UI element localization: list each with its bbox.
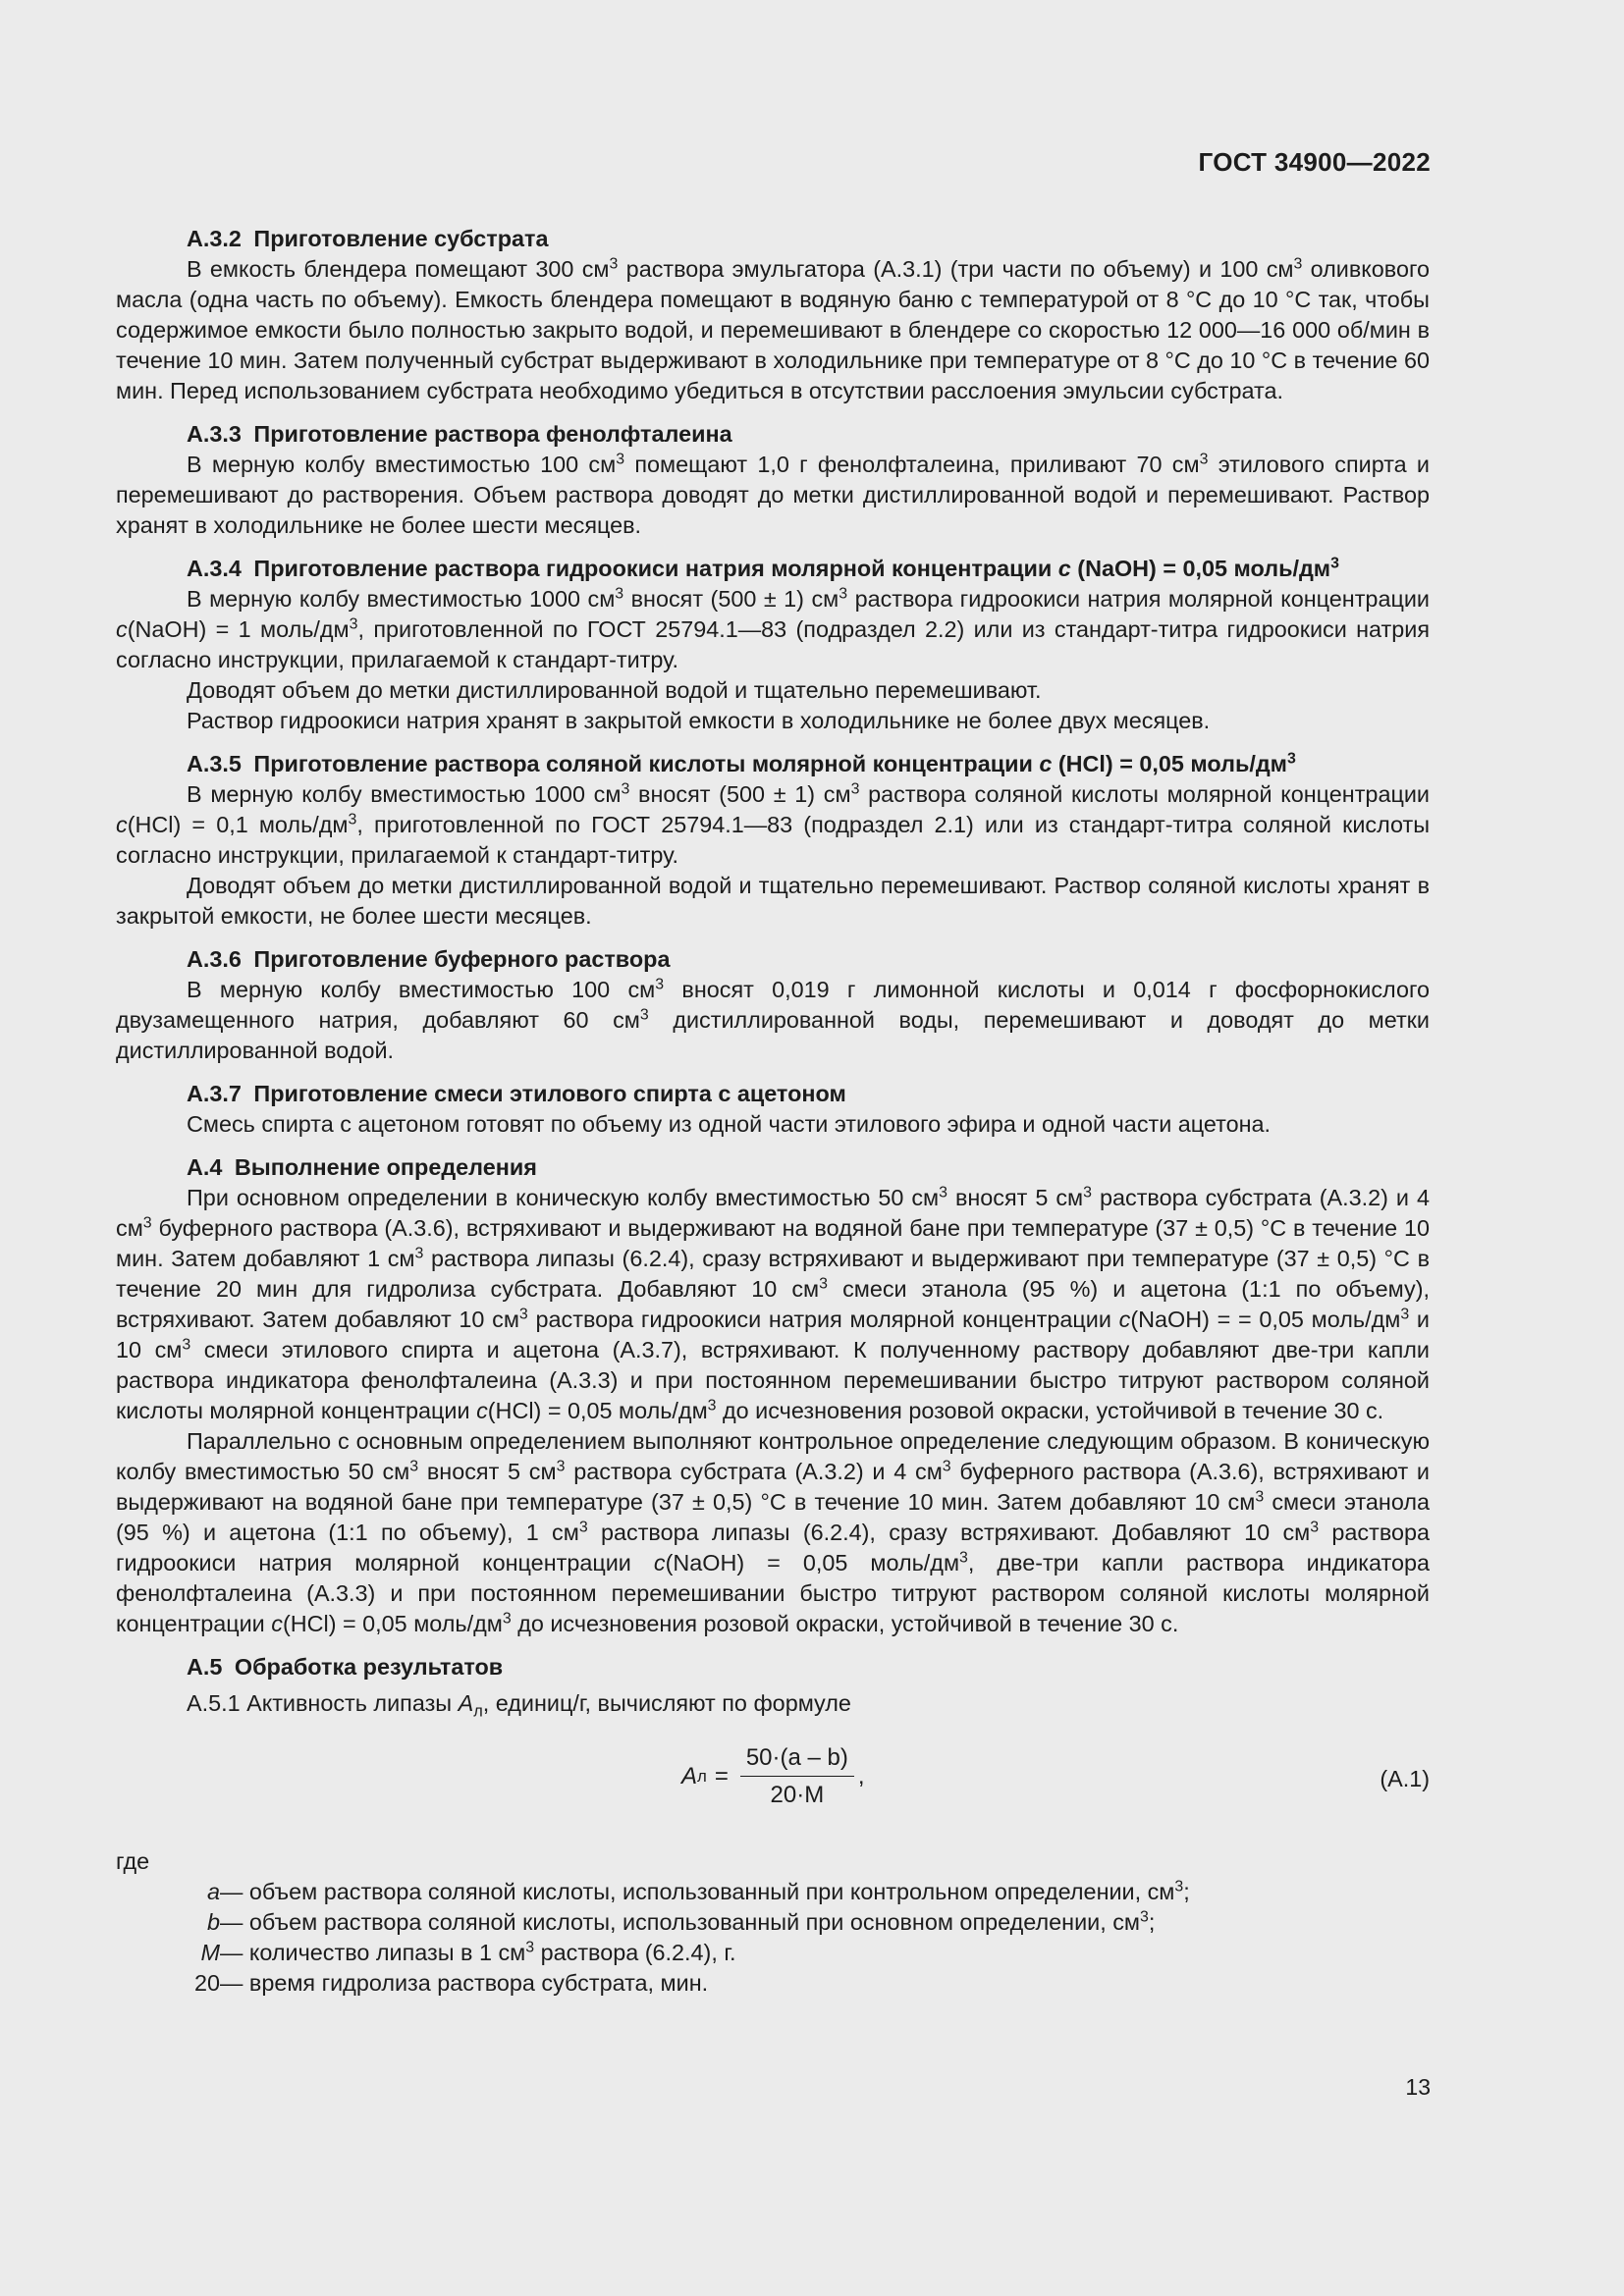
section-a-3-7 — [116, 1079, 1430, 1140]
section-number: А.3.4 — [187, 556, 242, 581]
paragraph: В емкость блендера помещают 300 $см^3$ раствора эмульгатора (А.3.1) (три части по объему) и 100 $см^3$ оливкового масла (одна часть по объему). Емкость блендера помещают в водяную баню с температурой от 8 °С до 10 °С так, чтобы содержимое емкости было полностью закрыто водой, и перемешивают в блендере со скоростью 12 000—16 000 об/мин в течение 10 мин. Затем полученный субстрат выдерживают в холодильнике при температуре от 8 °С до 10 °С в течение 60 мин. Перед использованием субстрата необходимо убедиться в отсутствии расслоения эмульсии субстрата. — [116, 255, 1430, 403]
formula: А л = $\frac{50\cdot(a - b)}{20\cdot M}$ , — [681, 1743, 865, 1808]
section-number: А.5 — [187, 1654, 223, 1680]
section-heading — [116, 224, 1430, 254]
section-a-3-6 — [116, 944, 1430, 1066]
section-number: А.3.3 — [187, 421, 242, 447]
section-title: Приготовление буферного раствора — [253, 946, 671, 972]
paragraph: В мерную колбу вместимостью 1000 $см^3$ вносят (500 ± 1) $см^3$ раствора гидроокиси натрия молярной концентрации с(NaOH) = 1 моль/$дм^3$, приготовленной по ГОСТ 25794.1—83 (подраздел 2.2) или из стандарт-титра гидроокиси натрия согласно инструкции, прилагаемой к стандарт-титру. — [116, 585, 1431, 672]
section-number: А.3.7 — [187, 1081, 242, 1106]
formula-denominator: 20·M — [770, 1781, 825, 1808]
section-number: А.3.2 — [187, 226, 242, 251]
section-heading — [116, 1152, 1430, 1183]
formula-number: (А.1) — [1380, 1765, 1430, 1791]
section-heading — [116, 419, 1430, 450]
section-number: А.3.6 — [187, 946, 242, 972]
section-title: Приготовление раствора гидроокиси натрия молярной концентрации с (NaOH) = 0,05 моль/$дм^3$ — [253, 555, 1339, 581]
section-title: Приготовление субстрата — [253, 226, 549, 251]
section-a-5 — [116, 1652, 1430, 1728]
section-heading — [116, 554, 1430, 584]
definition-item: a — объем раствора соляной кислоты, использованный при контрольном определении, $см^3$; — [206, 1877, 1190, 1904]
paragraph: Раствор гидроокиси натрия хранят в закрытой емкости в холодильнике не более двух месяцев. — [187, 708, 1211, 733]
paragraph: Смесь спирта с ацетоном готовят по объему из одной части этилового эфира и одной части ацетона. — [187, 1111, 1272, 1137]
document-body — [116, 224, 1430, 1999]
paragraph: В мерную колбу вместимостью 1000 $см^3$ вносят (500 ± 1) $см^3$ раствора соляной кислоты молярной концентрации с(HCl) = 0,1 моль/$дм^3$, приготовленной по ГОСТ 25794.1—83 (подраздел 2.1) или из стандарт-титра соляной кислоты согласно инструкции, прилагаемой к стандарт-титру. — [116, 780, 1431, 868]
section-a-3-5 — [116, 749, 1430, 932]
definition-item: b — объем раствора соляной кислоты, использованный при основном определении, $см^3$; — [206, 1907, 1156, 1935]
section-a-3-4 — [116, 554, 1430, 736]
paragraph: Параллельно с основным определением выполняют контрольное определение следующим образом. В коническую колбу вместимостью 50 $см^3$ вносят 5 $см^3$ раствора субстрата (А.3.2) и 4 $см^3$ буферного раствора (А.3.6), встряхивают и выдерживают на водяной бане при температуре (37 ± 0,5) °С в течение 10 мин. Затем добавляют 10 $см^3$ смеси этанола (95 %) и ацетона (1:1 по объему), 1 $см^3$ раствора липазы (6.2.4), сразу встряхивают. Добавляют 10 $см^3$ раствора гидроокиси натрия молярной концентрации с(NaOH) = 0,05 моль/$дм^3$, две-три капли раствора индикатора фенолфталеина (А.3.3) и при постоянном перемешивании быстро титруют раствором соляной кислоты молярной концентрации с(HCl) = 0,05 моль/$дм^3$ до исчезновения розовой окраски, устойчивой в течение 30 с. — [116, 1428, 1431, 1636]
section-title: Обработка результатов — [234, 1654, 504, 1680]
section-number: А.4 — [187, 1154, 223, 1180]
paragraph: При основном определении в коническую колбу вместимостью 50 $см^3$ вносят 5 $см^3$ раствора субстрата (А.3.2) и 4 $см^3$ буферного раствора (А.3.6), встряхивают и выдерживают на водяной бане при температуре (37 ± 0,5) °С в течение 10 мин. Затем добавляют 1 $см^3$ раствора липазы (6.2.4), сразу встряхивают и выдерживают при температуре (37 ± 0,5) °С в течение 20 мин для гидролиза субстрата. Добавляют 10 $см^3$ смеси этанола (95 %) и ацетона (1:1 по объему), встряхивают. Затем добавляют 10 $см^3$ раствора гидроокиси натрия молярной концентрации с(NaOH) = = 0,05 моль/$дм^3$ и 10 $см^3$ смеси этилового спирта и ацетона (А.3.7), встряхивают. К полученному раствору добавляют две-три капли раствора индикатора фенолфталеина (А.3.3) и при постоянном перемешивании быстро титруют раствором соляной кислоты молярной концентрации с(HCl) = 0,05 моль/$дм^3$ до исчезновения розовой окраски, устойчивой в течение 30 с. — [116, 1184, 1430, 1423]
variable-definitions — [116, 1846, 1430, 1999]
section-title: Приготовление раствора соляной кислоты молярной концентрации с (HCl) = 0,05 моль/$дм^3$ — [253, 750, 1296, 776]
paragraph: А.5.1 Активность липазы $А_л$, единиц/г, вычисляют по формуле — [187, 1690, 851, 1721]
section-heading — [116, 749, 1430, 779]
paragraph: Доводят объем до метки дистиллированной водой и тщательно перемешивают. — [187, 677, 1042, 703]
section-a-4 — [116, 1152, 1430, 1639]
section-heading — [116, 1652, 1430, 1682]
section-heading — [116, 1079, 1430, 1109]
formula-numerator: 50·(a – b) — [740, 1742, 854, 1777]
where-label: где — [116, 1847, 150, 1874]
paragraph: Доводят объем до метки дистиллированной водой и тщательно перемешивают. Раствор соляной кислоты хранят в закрытой емкости, не более шести месяцев. — [116, 873, 1430, 929]
section-a-3-3 — [116, 419, 1430, 541]
document-id-header: ГОСТ 34900—2022 — [1198, 147, 1431, 177]
section-number: А.3.5 — [187, 751, 242, 776]
formula-block — [116, 1740, 1430, 1819]
section-title: Приготовление смеси этилового спирта с ацетоном — [253, 1081, 846, 1106]
section-heading — [116, 944, 1430, 975]
section-a-3-2 — [116, 224, 1430, 406]
definition-item: M — количество липазы в 1 $см^3$ раствора (6.2.4), г. — [200, 1938, 736, 1965]
paragraph: В мерную колбу вместимостью 100 $см^3$ помещают 1,0 г фенолфталеина, приливают 70 $см^3$ этилового спирта и перемешивают до растворения. Объем раствора доводят до метки дистиллированной водой и перемешивают. Раствор хранят в холодильнике не более шести месяцев. — [116, 451, 1430, 538]
formula-fraction — [740, 1742, 854, 1810]
paragraph: В мерную колбу вместимостью 100 $см^3$ вносят 0,019 г лимонной кислоты и 0,014 г фосфорнокислого двузамещенного натрия, добавляют 60 $см^3$ дистиллированной воды, перемешивают и доводят до метки дистиллированной водой. — [116, 976, 1430, 1063]
page-number: 13 — [1405, 2074, 1431, 2100]
section-title: Выполнение определения — [234, 1154, 537, 1180]
definition-item: 20 — время гидролиза раствора субстрата, мин. — [193, 1969, 709, 1996]
section-title: Приготовление раствора фенолфталеина — [253, 421, 732, 447]
